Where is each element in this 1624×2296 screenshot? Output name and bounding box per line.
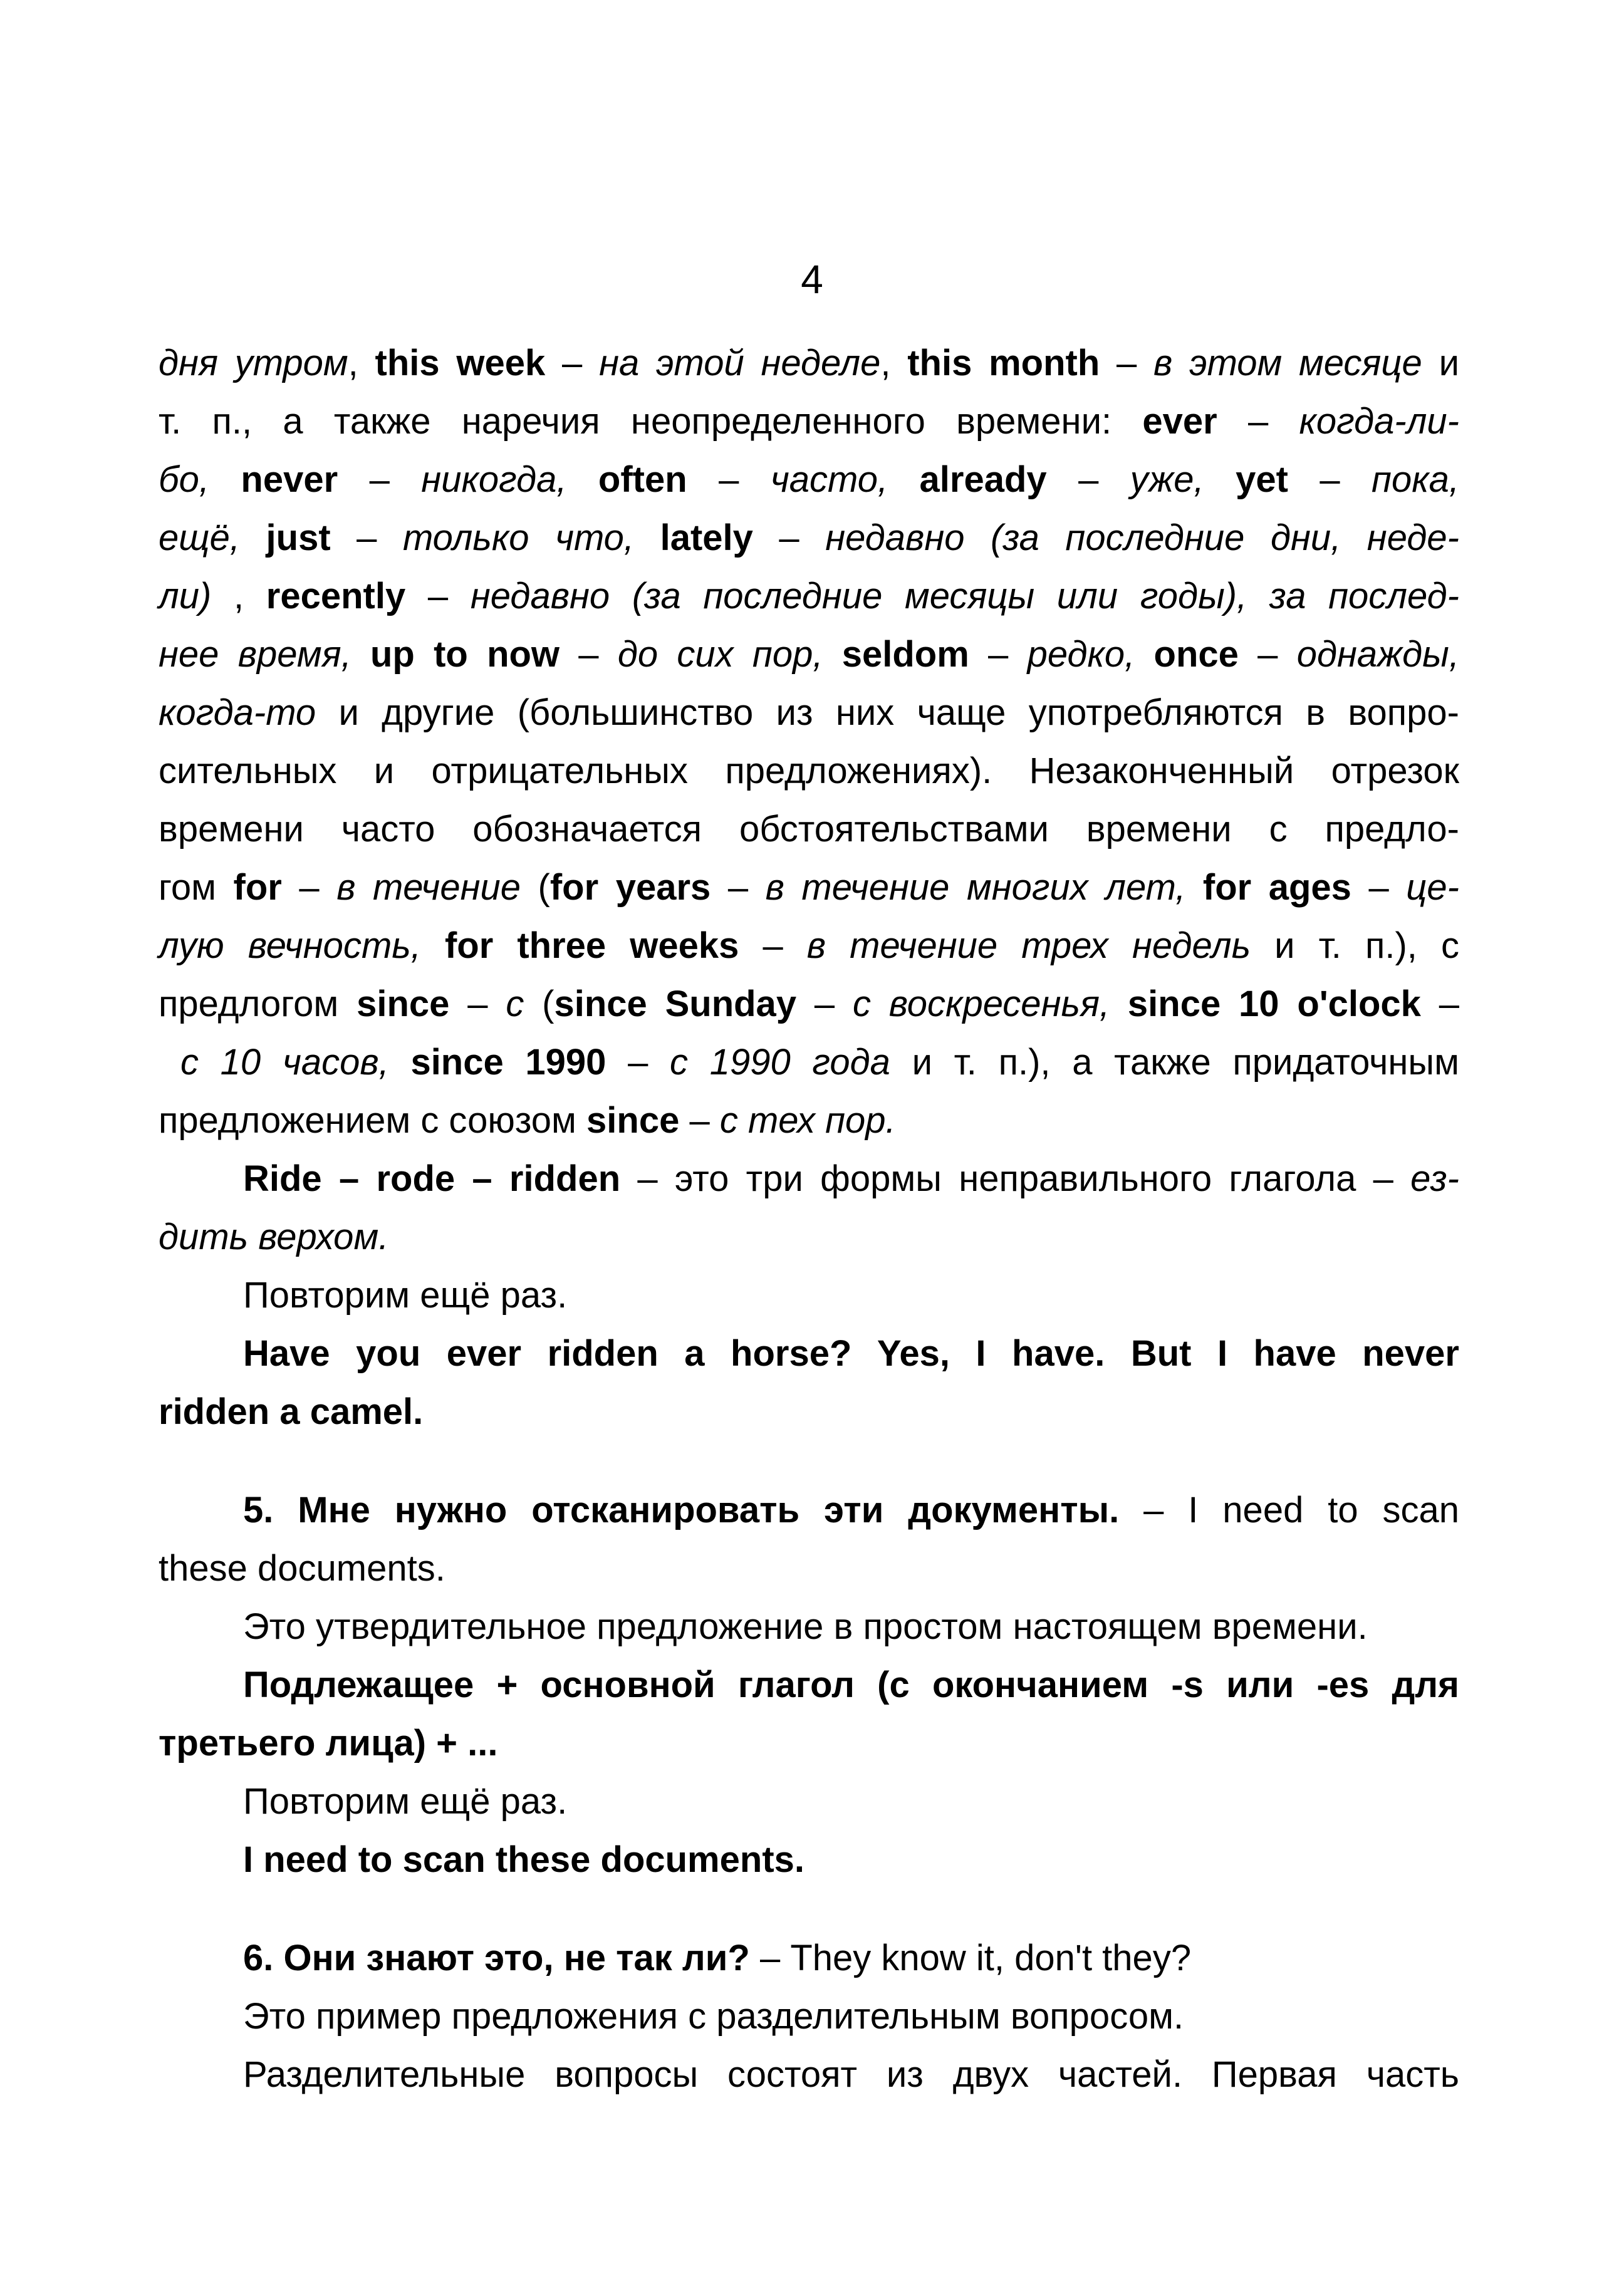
text-run: уже, bbox=[1130, 459, 1204, 500]
text-line bbox=[159, 567, 1459, 625]
text-line bbox=[159, 334, 1459, 392]
text-run: в этом месяце bbox=[1153, 343, 1422, 383]
text-run: дить верхом. bbox=[159, 1217, 389, 1257]
text-run: – bbox=[710, 867, 766, 908]
text-run: третьего лица) + ... bbox=[159, 1723, 498, 1764]
text-run: since 10 o'clock bbox=[1127, 984, 1421, 1024]
text-line bbox=[159, 1266, 1459, 1324]
text-run: недавно (за последние дни, неде- bbox=[825, 517, 1459, 558]
text-run: Это пример предложения с разделительным вопросом. bbox=[243, 1996, 1184, 2037]
text-run: – bbox=[1420, 984, 1459, 1024]
text-run: since bbox=[586, 1100, 680, 1141]
text-line bbox=[159, 1597, 1459, 1656]
text-run: – bbox=[969, 634, 1028, 675]
text-run: однажды, bbox=[1296, 634, 1459, 675]
text-run: ли) bbox=[159, 576, 212, 616]
text-run: ез- bbox=[1410, 1158, 1459, 1199]
text-line bbox=[159, 1383, 1459, 1441]
text-line bbox=[159, 1539, 1459, 1597]
text-run: – bbox=[330, 517, 403, 558]
text-run: и т. п.), с bbox=[1251, 925, 1459, 966]
text-run: , bbox=[348, 343, 375, 383]
text-run bbox=[389, 1042, 411, 1083]
text-run: since Sunday bbox=[554, 984, 797, 1024]
text-run: и bbox=[1422, 343, 1459, 383]
text-run: – bbox=[1351, 867, 1407, 908]
text-run bbox=[240, 517, 266, 558]
text-run: когда-ли- bbox=[1299, 401, 1459, 442]
text-run: часто, bbox=[770, 459, 888, 500]
text-run: for three weeks bbox=[444, 925, 739, 966]
text-run: до сих пор, bbox=[617, 634, 823, 675]
text-line bbox=[159, 800, 1459, 858]
text-run: в течение многих лет, bbox=[765, 867, 1186, 908]
text-run: 5. Мне нужно отсканировать эти документы. bbox=[243, 1490, 1120, 1530]
text-run: – They know it, don't they? bbox=[749, 1938, 1192, 1978]
text-run: – bbox=[1238, 634, 1297, 675]
text-run: на этой неделе bbox=[599, 343, 881, 383]
text-run: – bbox=[449, 984, 506, 1024]
text-line bbox=[159, 509, 1459, 567]
text-line bbox=[159, 1831, 1459, 1889]
text-run: often bbox=[598, 459, 687, 500]
text-line bbox=[159, 683, 1459, 742]
page-number: 4 bbox=[801, 257, 823, 302]
text-run: ever bbox=[1142, 401, 1217, 442]
text-run: – bbox=[752, 517, 826, 558]
text-run: ещё, bbox=[159, 517, 240, 558]
text-run: – bbox=[560, 634, 618, 675]
text-run bbox=[421, 925, 445, 966]
text-run: в течение bbox=[336, 867, 521, 908]
text-run: сительных и отрицательных предложениях). Незаконченный отрезок bbox=[159, 751, 1459, 791]
text-run: лую вечность, bbox=[159, 925, 421, 966]
text-run: Подлежащее + основной глагол (с окончанием -s или -es для bbox=[243, 1665, 1459, 1705]
text-run: редко, bbox=[1027, 634, 1135, 675]
text-line bbox=[159, 1481, 1459, 1539]
text-run: только что, bbox=[402, 517, 635, 558]
text-line bbox=[159, 1091, 1459, 1150]
text-run: for ages bbox=[1202, 867, 1351, 908]
text-run: just bbox=[266, 517, 331, 558]
text-run: – bbox=[1288, 459, 1372, 500]
text-run bbox=[1110, 984, 1128, 1024]
text-line bbox=[159, 1033, 1459, 1091]
text-run: с 10 часов, bbox=[180, 1042, 389, 1083]
text-run: these documents. bbox=[159, 1548, 445, 1589]
text-line bbox=[159, 1714, 1459, 1772]
text-run: – bbox=[687, 459, 771, 500]
text-run: once bbox=[1153, 634, 1239, 675]
text-run bbox=[634, 517, 660, 558]
text-run: предлогом bbox=[159, 984, 357, 1024]
text-run: since 1990 bbox=[410, 1042, 606, 1083]
text-line bbox=[159, 392, 1459, 450]
text-block bbox=[159, 334, 1459, 2104]
text-run: т. п., а также наречия неопределенного времени: bbox=[159, 401, 1143, 442]
text-run: Ride – rode – ridden bbox=[243, 1158, 621, 1199]
text-run: recently bbox=[266, 576, 406, 616]
text-run: – bbox=[1100, 343, 1154, 383]
text-run: в течение трех недель bbox=[806, 925, 1251, 966]
text-run: seldom bbox=[841, 634, 969, 675]
text-line bbox=[159, 625, 1459, 683]
text-run: I need to scan these documents. bbox=[243, 1839, 804, 1880]
text-run: нее время, bbox=[159, 634, 351, 675]
text-run: – bbox=[606, 1042, 670, 1083]
text-run: Это утвердительное предложение в простом настоящем времени. bbox=[243, 1606, 1368, 1647]
text-run: yet bbox=[1236, 459, 1288, 500]
text-line bbox=[159, 1324, 1459, 1383]
text-run: already bbox=[919, 459, 1047, 500]
text-run: – bbox=[739, 925, 807, 966]
text-line bbox=[159, 917, 1459, 975]
text-line bbox=[159, 742, 1459, 800]
text-run: this week bbox=[375, 343, 546, 383]
text-run: for years bbox=[549, 867, 711, 908]
text-run: недавно (за последние месяцы или годы), за послед- bbox=[470, 576, 1459, 616]
text-run: for bbox=[233, 867, 282, 908]
text-run: с тех пор. bbox=[719, 1100, 896, 1141]
text-run: this month bbox=[907, 343, 1100, 383]
text-run: Повторим ещё раз. bbox=[243, 1781, 568, 1822]
text-run: 6. Они знают это, не так ли? bbox=[243, 1938, 750, 1978]
text-run: – это три формы неправильного глагола – bbox=[620, 1158, 1411, 1199]
text-run: дня утром bbox=[159, 343, 348, 383]
text-run: – bbox=[1046, 459, 1130, 500]
text-run bbox=[1135, 634, 1153, 675]
text-run: пока, bbox=[1372, 459, 1459, 500]
text-run: ( bbox=[521, 867, 550, 908]
text-run bbox=[888, 459, 919, 500]
text-line bbox=[159, 858, 1459, 917]
text-run: ridden a camel. bbox=[159, 1391, 424, 1432]
text-line bbox=[159, 1150, 1459, 1208]
text-run: up to now bbox=[370, 634, 560, 675]
text-run: Have you ever ridden a horse? Yes, I have. But I have never bbox=[243, 1333, 1459, 1374]
text-run: с воскресенья, bbox=[852, 984, 1110, 1024]
text-run: предложением с союзом bbox=[159, 1100, 587, 1141]
text-run: Разделительные вопросы состоят из двух частей. Первая часть bbox=[243, 2054, 1459, 2095]
text-line bbox=[159, 1929, 1459, 1987]
text-line bbox=[159, 1772, 1459, 1831]
text-run: с 1990 года bbox=[670, 1042, 890, 1083]
text-line bbox=[159, 975, 1459, 1033]
text-run bbox=[567, 459, 598, 500]
text-run: бо, bbox=[159, 459, 209, 500]
text-line bbox=[159, 1208, 1459, 1266]
text-run: когда-то bbox=[159, 692, 316, 733]
text-line bbox=[159, 450, 1459, 509]
text-run: – bbox=[545, 343, 600, 383]
text-run: – I need to scan bbox=[1119, 1490, 1459, 1530]
text-run: с bbox=[506, 984, 524, 1024]
text-run: ( bbox=[524, 984, 554, 1024]
text-run: – bbox=[281, 867, 337, 908]
text-run: и т. п.), а также придаточным bbox=[890, 1042, 1459, 1083]
text-run bbox=[823, 634, 841, 675]
text-run: , bbox=[211, 576, 266, 616]
text-run: – bbox=[1217, 401, 1299, 442]
text-run bbox=[351, 634, 370, 675]
text-line bbox=[159, 2045, 1459, 2104]
text-run: и другие (большинство из них чаще употребляются в вопро- bbox=[316, 692, 1459, 733]
text-run: – bbox=[679, 1100, 720, 1141]
text-run: since bbox=[357, 984, 450, 1024]
text-run bbox=[1185, 867, 1203, 908]
text-run: – bbox=[796, 984, 853, 1024]
text-line bbox=[159, 1987, 1459, 2045]
text-run: lately bbox=[660, 517, 753, 558]
text-run: – bbox=[405, 576, 471, 616]
text-run: це- bbox=[1406, 867, 1459, 908]
text-line bbox=[159, 1656, 1459, 1714]
text-run: – bbox=[338, 459, 422, 500]
text-run bbox=[1204, 459, 1236, 500]
text-run: never bbox=[241, 459, 338, 500]
text-run: , bbox=[880, 343, 908, 383]
text-run: времени часто обозначается обстоятельствами времени с предло- bbox=[159, 809, 1459, 849]
text-run bbox=[209, 459, 241, 500]
text-run: гом bbox=[159, 867, 234, 908]
text-run: никогда, bbox=[421, 459, 567, 500]
text-run: Повторим ещё раз. bbox=[243, 1275, 568, 1316]
